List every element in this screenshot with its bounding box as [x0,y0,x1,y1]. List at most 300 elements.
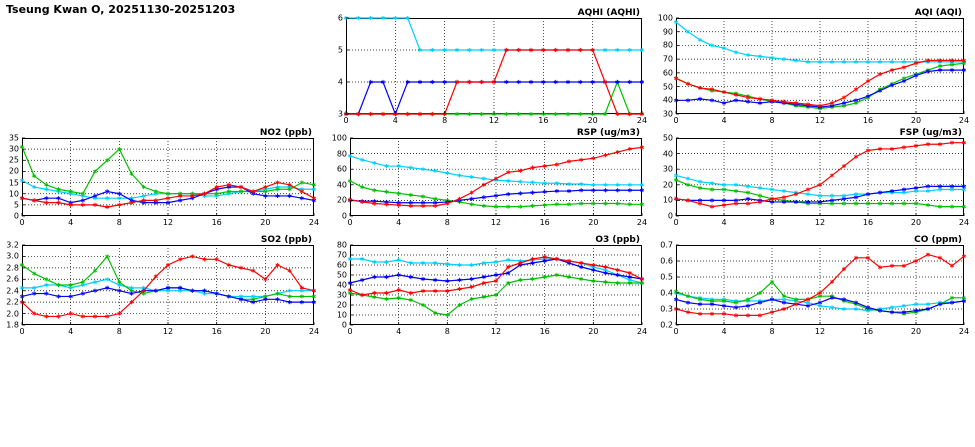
series-marker [470,263,474,267]
series-marker [686,30,690,34]
series-marker [890,60,894,64]
series-marker [604,188,608,192]
series-marker [397,201,401,205]
series-marker [433,201,437,205]
series-marker [344,112,348,116]
series-marker [698,186,702,190]
series-marker [433,278,437,282]
series-marker [458,200,462,204]
series-marker [191,289,195,293]
series-marker [734,91,738,95]
series-marker [950,63,954,67]
series-marker [890,310,894,314]
series-marker [950,264,954,268]
series-marker [962,184,966,188]
series-marker [431,48,435,52]
series-marker [300,289,304,293]
series-marker [531,258,535,262]
series-marker [674,178,678,182]
series-marker [264,187,268,191]
series-marker [640,183,644,187]
series-marker [686,176,690,180]
series-marker [758,186,762,190]
series-marker [142,289,146,293]
series-marker [142,286,146,290]
series-marker [782,200,786,204]
series-marker [397,164,401,168]
series-marker [806,201,810,205]
series-marker [734,198,738,202]
series-marker [686,301,690,305]
series-marker [446,200,450,204]
series-marker [239,297,243,301]
series-marker [142,194,146,198]
series-marker [482,295,486,299]
series-marker [45,183,49,187]
series-marker [806,187,810,191]
y-tick-label-rsp-3: 60 [336,164,347,174]
series-marker [818,301,822,305]
series-marker [276,180,280,184]
series-marker [458,263,462,267]
x-tick-label-o3-3: 12 [490,327,502,336]
series-marker [854,307,858,311]
series-marker [406,80,410,84]
series-marker [926,307,930,311]
series-marker [782,100,786,104]
series-marker [962,299,966,303]
series-marker [251,189,255,193]
series-marker [369,112,373,116]
series-marker [746,299,750,303]
x-tick-label-no2-2: 8 [116,218,122,227]
series-line-co-s1 [676,293,964,311]
series-marker [492,48,496,52]
series-marker [914,61,918,65]
series-marker [616,268,620,272]
series-marker [239,297,243,301]
series-marker [842,197,846,201]
series-marker [950,296,954,300]
series-marker [57,187,61,191]
series-marker [288,294,292,298]
series-marker [418,112,422,116]
series-marker [288,194,292,198]
series-marker [842,164,846,168]
series-marker [674,76,678,80]
series-marker [276,297,280,301]
series-marker [421,261,425,265]
series-marker [628,278,632,282]
series-marker [394,16,398,20]
series-marker [360,185,364,189]
series-marker [203,257,207,261]
plot-canvas-co [676,245,964,325]
series-marker [902,60,906,64]
series-line-no2-s3 [22,187,314,203]
series-marker [698,38,702,42]
series-marker [519,191,523,195]
series-marker [806,105,810,109]
series-marker [251,192,255,196]
series-marker [203,289,207,293]
series-marker [118,147,122,151]
series-marker [381,112,385,116]
series-marker [118,196,122,200]
series-marker [142,289,146,293]
series-marker [373,161,377,165]
series-marker [758,97,762,101]
series-line-rsp-s4 [350,147,642,206]
series-marker [166,192,170,196]
chart-title-o3: O3 (ppb) [595,235,640,245]
series-marker [418,112,422,116]
series-marker [264,277,268,281]
series-marker [722,187,726,191]
series-marker [142,201,146,205]
series-marker [20,294,24,298]
series-marker [105,189,109,193]
series-marker [421,303,425,307]
series-marker [300,286,304,290]
series-marker [722,312,726,316]
series-marker [794,102,798,106]
series-marker [962,61,966,65]
series-marker [770,100,774,104]
series-marker [57,283,61,287]
series-marker [69,189,73,193]
series-marker [421,289,425,293]
x-tick-label-so2-5: 20 [260,327,271,336]
series-marker [746,297,750,301]
x-tick-label-so2-2: 8 [116,327,122,336]
series-marker [431,112,435,116]
y-tick-label-co-0: 0.2 [660,320,673,330]
series-marker [373,188,377,192]
series-marker [348,281,352,285]
series-marker [818,200,822,204]
series-marker [782,294,786,298]
series-marker [866,60,870,64]
series-line-aqhi-s3 [346,82,642,114]
series-line-o3-s4 [350,257,642,295]
y-tick-label-o3-6: 60 [336,260,347,270]
series-marker [616,201,620,205]
x-tick-label-rsp-2: 8 [444,218,450,227]
series-marker [746,100,750,104]
y-tick-label-o3-2: 20 [336,300,347,310]
series-marker [722,299,726,303]
series-marker [455,112,459,116]
series-marker [616,112,620,116]
series-marker [770,197,774,201]
series-marker [555,257,559,261]
series-marker [455,80,459,84]
series-marker [468,112,472,116]
series-marker [746,197,750,201]
series-marker [902,79,906,83]
series-marker [45,283,49,287]
series-marker [288,300,292,304]
series-marker [566,48,570,52]
y-tick-label-co-4: 0.6 [660,256,673,266]
series-marker [770,197,774,201]
series-marker [628,275,632,279]
series-marker [938,58,942,62]
series-marker [506,265,510,269]
series-marker [830,104,834,108]
series-marker [567,159,571,163]
series-marker [215,257,219,261]
chart-title-aqi: AQI (AQI) [914,8,962,18]
series-marker [579,48,583,52]
series-marker [264,294,268,298]
series-marker [105,205,109,209]
series-marker [866,256,870,260]
series-marker [373,295,377,299]
series-marker [227,294,231,298]
series-marker [734,313,738,317]
series-marker [950,60,954,64]
series-marker [722,90,726,94]
series-marker [409,201,413,205]
series-marker [357,112,361,116]
y-tick-label-aqi-7: 100 [657,13,673,23]
series-marker [794,302,798,306]
series-marker [758,313,762,317]
series-marker [854,101,858,105]
series-marker [542,112,546,116]
series-marker [300,180,304,184]
y-tick-label-o3-4: 40 [336,280,347,290]
y-tick-label-aqhi-0: 3 [337,109,343,119]
y-tick-label-aqi-6: 90 [662,27,673,37]
series-marker [409,166,413,170]
series-marker [369,16,373,20]
series-marker [842,299,846,303]
series-marker [529,48,533,52]
series-marker [686,198,690,202]
series-marker [567,261,571,265]
series-marker [20,178,24,182]
series-marker [446,289,450,293]
series-marker [592,265,596,269]
series-marker [227,183,231,187]
series-marker [409,204,413,208]
series-marker [628,183,632,187]
series-marker [628,281,632,285]
series-marker [698,86,702,90]
series-marker [93,169,97,173]
x-tick-label-so2-3: 12 [162,327,174,336]
series-marker [357,16,361,20]
series-marker [57,196,61,200]
series-marker [531,261,535,265]
series-marker [69,294,73,298]
series-marker [118,203,122,207]
series-marker [710,98,714,102]
series-marker [818,291,822,295]
series-marker [830,105,834,109]
chart-title-so2: SO2 (ppb) [260,235,312,245]
series-marker [470,202,474,206]
series-marker [938,302,942,306]
series-marker [543,164,547,168]
plot-canvas-fsp [676,138,964,216]
series-marker [300,294,304,298]
series-marker [57,314,61,318]
series-marker [640,202,644,206]
series-marker [105,254,109,258]
x-tick-label-aqi-4: 16 [862,116,874,125]
series-line-rsp-s1 [350,156,642,185]
series-marker [555,189,559,193]
series-marker [758,194,762,198]
series-marker [394,112,398,116]
series-marker [806,301,810,305]
series-marker [69,192,73,196]
x-tick-label-rsp-6: 24 [636,218,648,227]
y-tick-label-aqi-1: 40 [662,95,673,105]
plot-area-aqi [676,18,964,114]
y-tick-label-o3-1: 10 [336,310,347,320]
series-marker [239,185,243,189]
series-marker [251,297,255,301]
series-marker [105,314,109,318]
series-marker [93,289,97,293]
y-tick-label-no2-5: 25 [8,155,19,165]
series-marker [938,184,942,188]
chart-title-aqhi: AQHI (AQHI) [577,8,640,18]
series-marker [227,294,231,298]
series-marker [433,197,437,201]
series-marker [782,307,786,311]
series-marker [154,274,158,278]
series-marker [288,269,292,273]
series-marker [686,183,690,187]
series-marker [579,158,583,162]
series-marker [878,89,882,93]
series-marker [32,311,36,315]
series-marker [385,190,389,194]
series-marker [591,48,595,52]
series-line-fsp-s2 [676,180,964,207]
series-marker [276,185,280,189]
series-marker [178,194,182,198]
y-tick-label-rsp-1: 20 [336,195,347,205]
series-marker [385,275,389,279]
series-line-fsp-s3 [676,186,964,202]
y-tick-label-co-3: 0.5 [660,272,673,282]
series-marker [603,48,607,52]
series-marker [902,145,906,149]
x-tick-label-no2-3: 12 [162,218,174,227]
series-marker [178,192,182,196]
series-marker [674,173,678,177]
series-marker [300,300,304,304]
series-marker [640,281,644,285]
series-marker [938,68,942,72]
series-marker [227,185,231,189]
series-marker [93,314,97,318]
series-marker [818,104,822,108]
series-marker [394,112,398,116]
y-tick-label-no2-3: 15 [8,178,19,188]
series-marker [312,294,316,298]
series-marker [69,203,73,207]
series-marker [592,268,596,272]
series-marker [628,271,632,275]
x-tick-label-co-0: 0 [673,327,679,336]
series-marker [616,273,620,277]
series-marker [818,294,822,298]
series-marker [794,302,798,306]
series-marker [542,48,546,52]
series-marker [531,277,535,281]
series-marker [686,82,690,86]
y-tick-label-no2-0: 0 [13,211,19,221]
series-marker [288,183,292,187]
series-marker [519,169,523,173]
series-marker [628,188,632,192]
series-marker [794,104,798,108]
series-marker [842,104,846,108]
series-marker [878,309,882,313]
series-marker [529,112,533,116]
series-marker [397,258,401,262]
series-marker [409,291,413,295]
series-marker [603,80,607,84]
series-marker [166,192,170,196]
series-marker [178,286,182,290]
x-tick-label-rsp-1: 4 [396,218,402,227]
x-tick-label-so2-4: 16 [211,327,222,336]
series-marker [674,307,678,311]
series-marker [519,263,523,267]
series-line-fsp-s1 [676,175,964,195]
series-marker [93,269,97,273]
series-marker [215,194,219,198]
series-marker [710,181,714,185]
series-marker [902,312,906,316]
series-line-aqhi-s2 [346,82,642,114]
x-tick-label-o3-2: 8 [444,327,450,336]
series-marker [458,278,462,282]
series-marker [385,291,389,295]
series-marker [381,80,385,84]
series-marker [842,297,846,301]
series-marker [616,150,620,154]
series-marker [640,48,644,52]
series-marker [640,281,644,285]
plot-canvas-o3 [350,245,642,325]
series-marker [698,86,702,90]
series-marker [854,301,858,305]
series-marker [866,305,870,309]
series-marker [81,198,85,202]
series-marker [878,87,882,91]
plot-canvas-aqhi [346,18,642,114]
series-marker [385,200,389,204]
series-marker [640,188,644,192]
series-marker [640,80,644,84]
series-marker [746,53,750,57]
series-marker [470,191,474,195]
series-marker [734,299,738,303]
series-marker [505,48,509,52]
y-tick-label-rsp-4: 80 [336,149,347,159]
series-marker [154,289,158,293]
